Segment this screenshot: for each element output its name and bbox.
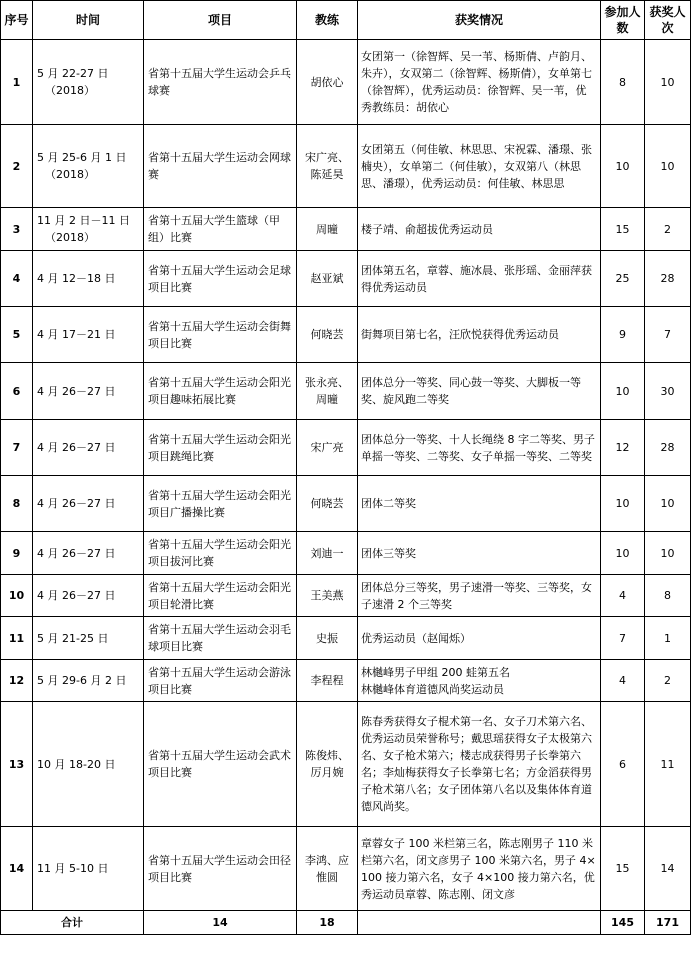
row-winners: 28 bbox=[645, 420, 691, 476]
row-project: 省第十五届大学生运动会武术项目比赛 bbox=[144, 702, 297, 827]
total-participants: 145 bbox=[601, 911, 645, 935]
row-date-year: （2018） bbox=[45, 231, 95, 244]
table-row bbox=[1, 476, 691, 532]
table-row bbox=[1, 575, 691, 617]
row-award: 团体第五名，章蓉、施冰晨、张彤瑶、金丽萍获得优秀运动员 bbox=[358, 251, 601, 307]
total-coaches: 18 bbox=[297, 911, 358, 935]
row-participants: 6 bbox=[601, 702, 645, 827]
row-coach: 宋广亮 bbox=[297, 420, 358, 476]
row-date bbox=[33, 208, 144, 251]
row-award: 女团第一（徐智辉、吴一苇、杨斯倩、卢韵月、朱卉），女双第二（徐智辉、杨斯倩），女单第七（徐智辉），优秀运动员：徐智辉、吴一苇，优秀教练员：胡依心 bbox=[358, 40, 601, 125]
table-row bbox=[1, 617, 691, 660]
row-coach: 陈俊炜、厉月婉 bbox=[297, 702, 358, 827]
row-idx: 1 bbox=[1, 40, 33, 125]
row-idx: 7 bbox=[1, 420, 33, 476]
row-award: 优秀运动员（赵闻烁） bbox=[358, 617, 601, 660]
row-idx: 2 bbox=[1, 125, 33, 208]
row-project: 省第十五届大学生运动会田径项目比赛 bbox=[144, 827, 297, 911]
row-date-year: （2018） bbox=[45, 84, 95, 97]
row-date bbox=[33, 827, 144, 911]
row-idx: 11 bbox=[1, 617, 33, 660]
row-award: 团体总分三等奖，男子速滑一等奖、三等奖，女子速滑 2 个三等奖 bbox=[358, 575, 601, 617]
total-projects: 14 bbox=[144, 911, 297, 935]
row-award: 章蓉女子 100 米栏第三名，陈志刚男子 110 米栏第六名，闭文彦男子 100 米第六名，男子 4×100 接力第六名，女子 4×100 接力第六名，优秀运动员章蓉、陈志刚、闭文彦 bbox=[358, 827, 601, 911]
table-row bbox=[1, 307, 691, 363]
row-date bbox=[33, 251, 144, 307]
row-winners: 10 bbox=[645, 40, 691, 125]
row-winners: 30 bbox=[645, 363, 691, 420]
row-date-range: 5 月 25-6 月 1 日 bbox=[37, 151, 127, 164]
row-coach: 李程程 bbox=[297, 660, 358, 702]
row-project: 省第十五届大学生运动会阳光项目跳绳比赛 bbox=[144, 420, 297, 476]
header-participants: 参加人数 bbox=[601, 1, 645, 40]
row-project: 省第十五届大学生运动会游泳项目比赛 bbox=[144, 660, 297, 702]
row-date bbox=[33, 660, 144, 702]
row-idx: 4 bbox=[1, 251, 33, 307]
row-project: 省第十五届大学生篮球（甲组）比赛 bbox=[144, 208, 297, 251]
row-date bbox=[33, 363, 144, 420]
row-participants: 12 bbox=[601, 420, 645, 476]
header-award: 获奖情况 bbox=[358, 1, 601, 40]
row-date-range: 4 月 26－27 日 bbox=[37, 546, 116, 560]
table-row bbox=[1, 251, 691, 307]
row-idx: 6 bbox=[1, 363, 33, 420]
row-participants: 4 bbox=[601, 575, 645, 617]
row-coach: 刘迪一 bbox=[297, 532, 358, 575]
row-project: 省第十五届大学生运动会羽毛球项目比赛 bbox=[144, 617, 297, 660]
row-idx: 13 bbox=[1, 702, 33, 827]
row-date bbox=[33, 702, 144, 827]
row-project: 省第十五届大学生运动会网球赛 bbox=[144, 125, 297, 208]
row-participants: 10 bbox=[601, 476, 645, 532]
row-participants: 9 bbox=[601, 307, 645, 363]
row-award: 楼子靖、俞超拔优秀运动员 bbox=[358, 208, 601, 251]
row-participants: 7 bbox=[601, 617, 645, 660]
header-coach: 教练 bbox=[297, 1, 358, 40]
row-date bbox=[33, 40, 144, 125]
row-winners: 14 bbox=[645, 827, 691, 911]
row-date-range: 4 月 26－27 日 bbox=[37, 589, 116, 602]
total-award-empty bbox=[358, 911, 601, 935]
row-idx: 8 bbox=[1, 476, 33, 532]
table-row bbox=[1, 660, 691, 702]
row-project: 省第十五届大学生运动会乒乓球赛 bbox=[144, 40, 297, 125]
row-winners: 28 bbox=[645, 251, 691, 307]
row-project: 省第十五届大学生运动会足球项目比赛 bbox=[144, 251, 297, 307]
row-date-year: （2018） bbox=[45, 168, 95, 181]
header-idx: 序号 bbox=[1, 1, 33, 40]
row-date bbox=[33, 125, 144, 208]
row-winners: 10 bbox=[645, 125, 691, 208]
total-label: 合计 bbox=[1, 911, 144, 935]
row-award: 陈春秀获得女子棍术第一名、女子刀术第六名、优秀运动员荣誉称号；戴思瑶获得女子太极第六名、女子枪术第六；楼志成获得男子长拳第六名；李灿梅获得女子长拳第七名；方金滔获得男子枪术第八名；女子团体第八名以及集体体育道德风尚奖。 bbox=[358, 702, 601, 827]
header-project: 项目 bbox=[144, 1, 297, 40]
table-row bbox=[1, 40, 691, 125]
row-date-range: 5 月 21-25 日 bbox=[37, 631, 109, 645]
row-date bbox=[33, 532, 144, 575]
row-winners: 7 bbox=[645, 307, 691, 363]
row-date-range: 4 月 17－21 日 bbox=[37, 328, 116, 341]
row-award: 团体总分一等奖、十人长绳绕 8 字二等奖、男子单摇一等奖、二等奖、女子单摇一等奖、二等奖 bbox=[358, 420, 601, 476]
row-participants: 10 bbox=[601, 363, 645, 420]
row-participants: 4 bbox=[601, 660, 645, 702]
table-row bbox=[1, 125, 691, 208]
table-row bbox=[1, 827, 691, 911]
row-project: 省第十五届大学生运动会阳光项目广播操比赛 bbox=[144, 476, 297, 532]
row-winners: 8 bbox=[645, 575, 691, 617]
row-coach: 胡依心 bbox=[297, 40, 358, 125]
row-project: 省第十五届大学生运动会阳光项目趣味拓展比赛 bbox=[144, 363, 297, 420]
row-idx: 5 bbox=[1, 307, 33, 363]
row-award: 团体三等奖 bbox=[358, 532, 601, 575]
table-row bbox=[1, 420, 691, 476]
row-winners: 10 bbox=[645, 532, 691, 575]
row-date-range: 4 月 26－27 日 bbox=[37, 384, 116, 398]
row-date-range: 5 月 29-6 月 2 日 bbox=[37, 674, 127, 687]
row-participants: 8 bbox=[601, 40, 645, 125]
header-date: 时间 bbox=[33, 1, 144, 40]
row-coach: 周曈 bbox=[297, 208, 358, 251]
row-award: 女团第五（何佳敏、林思思、宋祝霖、潘璟、张楠央），女单第二（何佳敏），女双第八（林思思、潘璟），优秀运动员：何佳敏、林思思 bbox=[358, 125, 601, 208]
row-date-range: 4 月 12－18 日 bbox=[37, 272, 116, 285]
row-participants: 10 bbox=[601, 532, 645, 575]
row-award: 团体总分一等奖、同心鼓一等奖、大脚板一等奖、旋风跑二等奖 bbox=[358, 363, 601, 420]
row-coach: 王美燕 bbox=[297, 575, 358, 617]
row-project: 省第十五届大学生运动会阳光项目拔河比赛 bbox=[144, 532, 297, 575]
row-winners: 2 bbox=[645, 660, 691, 702]
header-row bbox=[1, 1, 691, 40]
table-row bbox=[1, 363, 691, 420]
row-coach: 李鸿、应惟圆 bbox=[297, 827, 358, 911]
row-date bbox=[33, 307, 144, 363]
row-idx: 9 bbox=[1, 532, 33, 575]
row-award: 林樾峰男子甲组 200 蛙第五名 林樾峰体育道德风尚奖运动员 bbox=[358, 660, 601, 702]
row-award: 街舞项目第七名，汪欣悦获得优秀运动员 bbox=[358, 307, 601, 363]
header-winners: 获奖人次 bbox=[645, 1, 691, 40]
row-project: 省第十五届大学生运动会街舞项目比赛 bbox=[144, 307, 297, 363]
row-idx: 14 bbox=[1, 827, 33, 911]
row-date bbox=[33, 575, 144, 617]
table-row bbox=[1, 532, 691, 575]
row-idx: 3 bbox=[1, 208, 33, 251]
total-row bbox=[1, 911, 691, 935]
row-coach: 史振 bbox=[297, 617, 358, 660]
row-participants: 25 bbox=[601, 251, 645, 307]
row-date bbox=[33, 420, 144, 476]
row-date-range: 4 月 26－27 日 bbox=[37, 441, 116, 454]
row-coach: 宋广亮、陈延昊 bbox=[297, 125, 358, 208]
total-winners: 171 bbox=[645, 911, 691, 935]
row-date bbox=[33, 617, 144, 660]
row-winners: 1 bbox=[645, 617, 691, 660]
row-date-range: 11 月 5-10 日 bbox=[37, 862, 109, 875]
row-date bbox=[33, 476, 144, 532]
table-row bbox=[1, 702, 691, 827]
row-date-range: 10 月 18-20 日 bbox=[37, 757, 116, 771]
row-coach: 张永亮、周曈 bbox=[297, 363, 358, 420]
row-participants: 15 bbox=[601, 208, 645, 251]
row-coach: 何晓芸 bbox=[297, 307, 358, 363]
row-idx: 12 bbox=[1, 660, 33, 702]
row-participants: 10 bbox=[601, 125, 645, 208]
table-row bbox=[1, 208, 691, 251]
row-date-range: 11 月 2 日－11 日 bbox=[37, 214, 130, 227]
row-participants: 15 bbox=[601, 827, 645, 911]
row-winners: 11 bbox=[645, 702, 691, 827]
row-winners: 10 bbox=[645, 476, 691, 532]
row-project: 省第十五届大学生运动会阳光项目轮滑比赛 bbox=[144, 575, 297, 617]
row-coach: 何晓芸 bbox=[297, 476, 358, 532]
row-date-range: 4 月 26－27 日 bbox=[37, 497, 116, 510]
row-date-range: 5 月 22-27 日 bbox=[37, 67, 109, 80]
row-coach: 赵亚斌 bbox=[297, 251, 358, 307]
row-winners: 2 bbox=[645, 208, 691, 251]
row-idx: 10 bbox=[1, 575, 33, 617]
row-award: 团体二等奖 bbox=[358, 476, 601, 532]
